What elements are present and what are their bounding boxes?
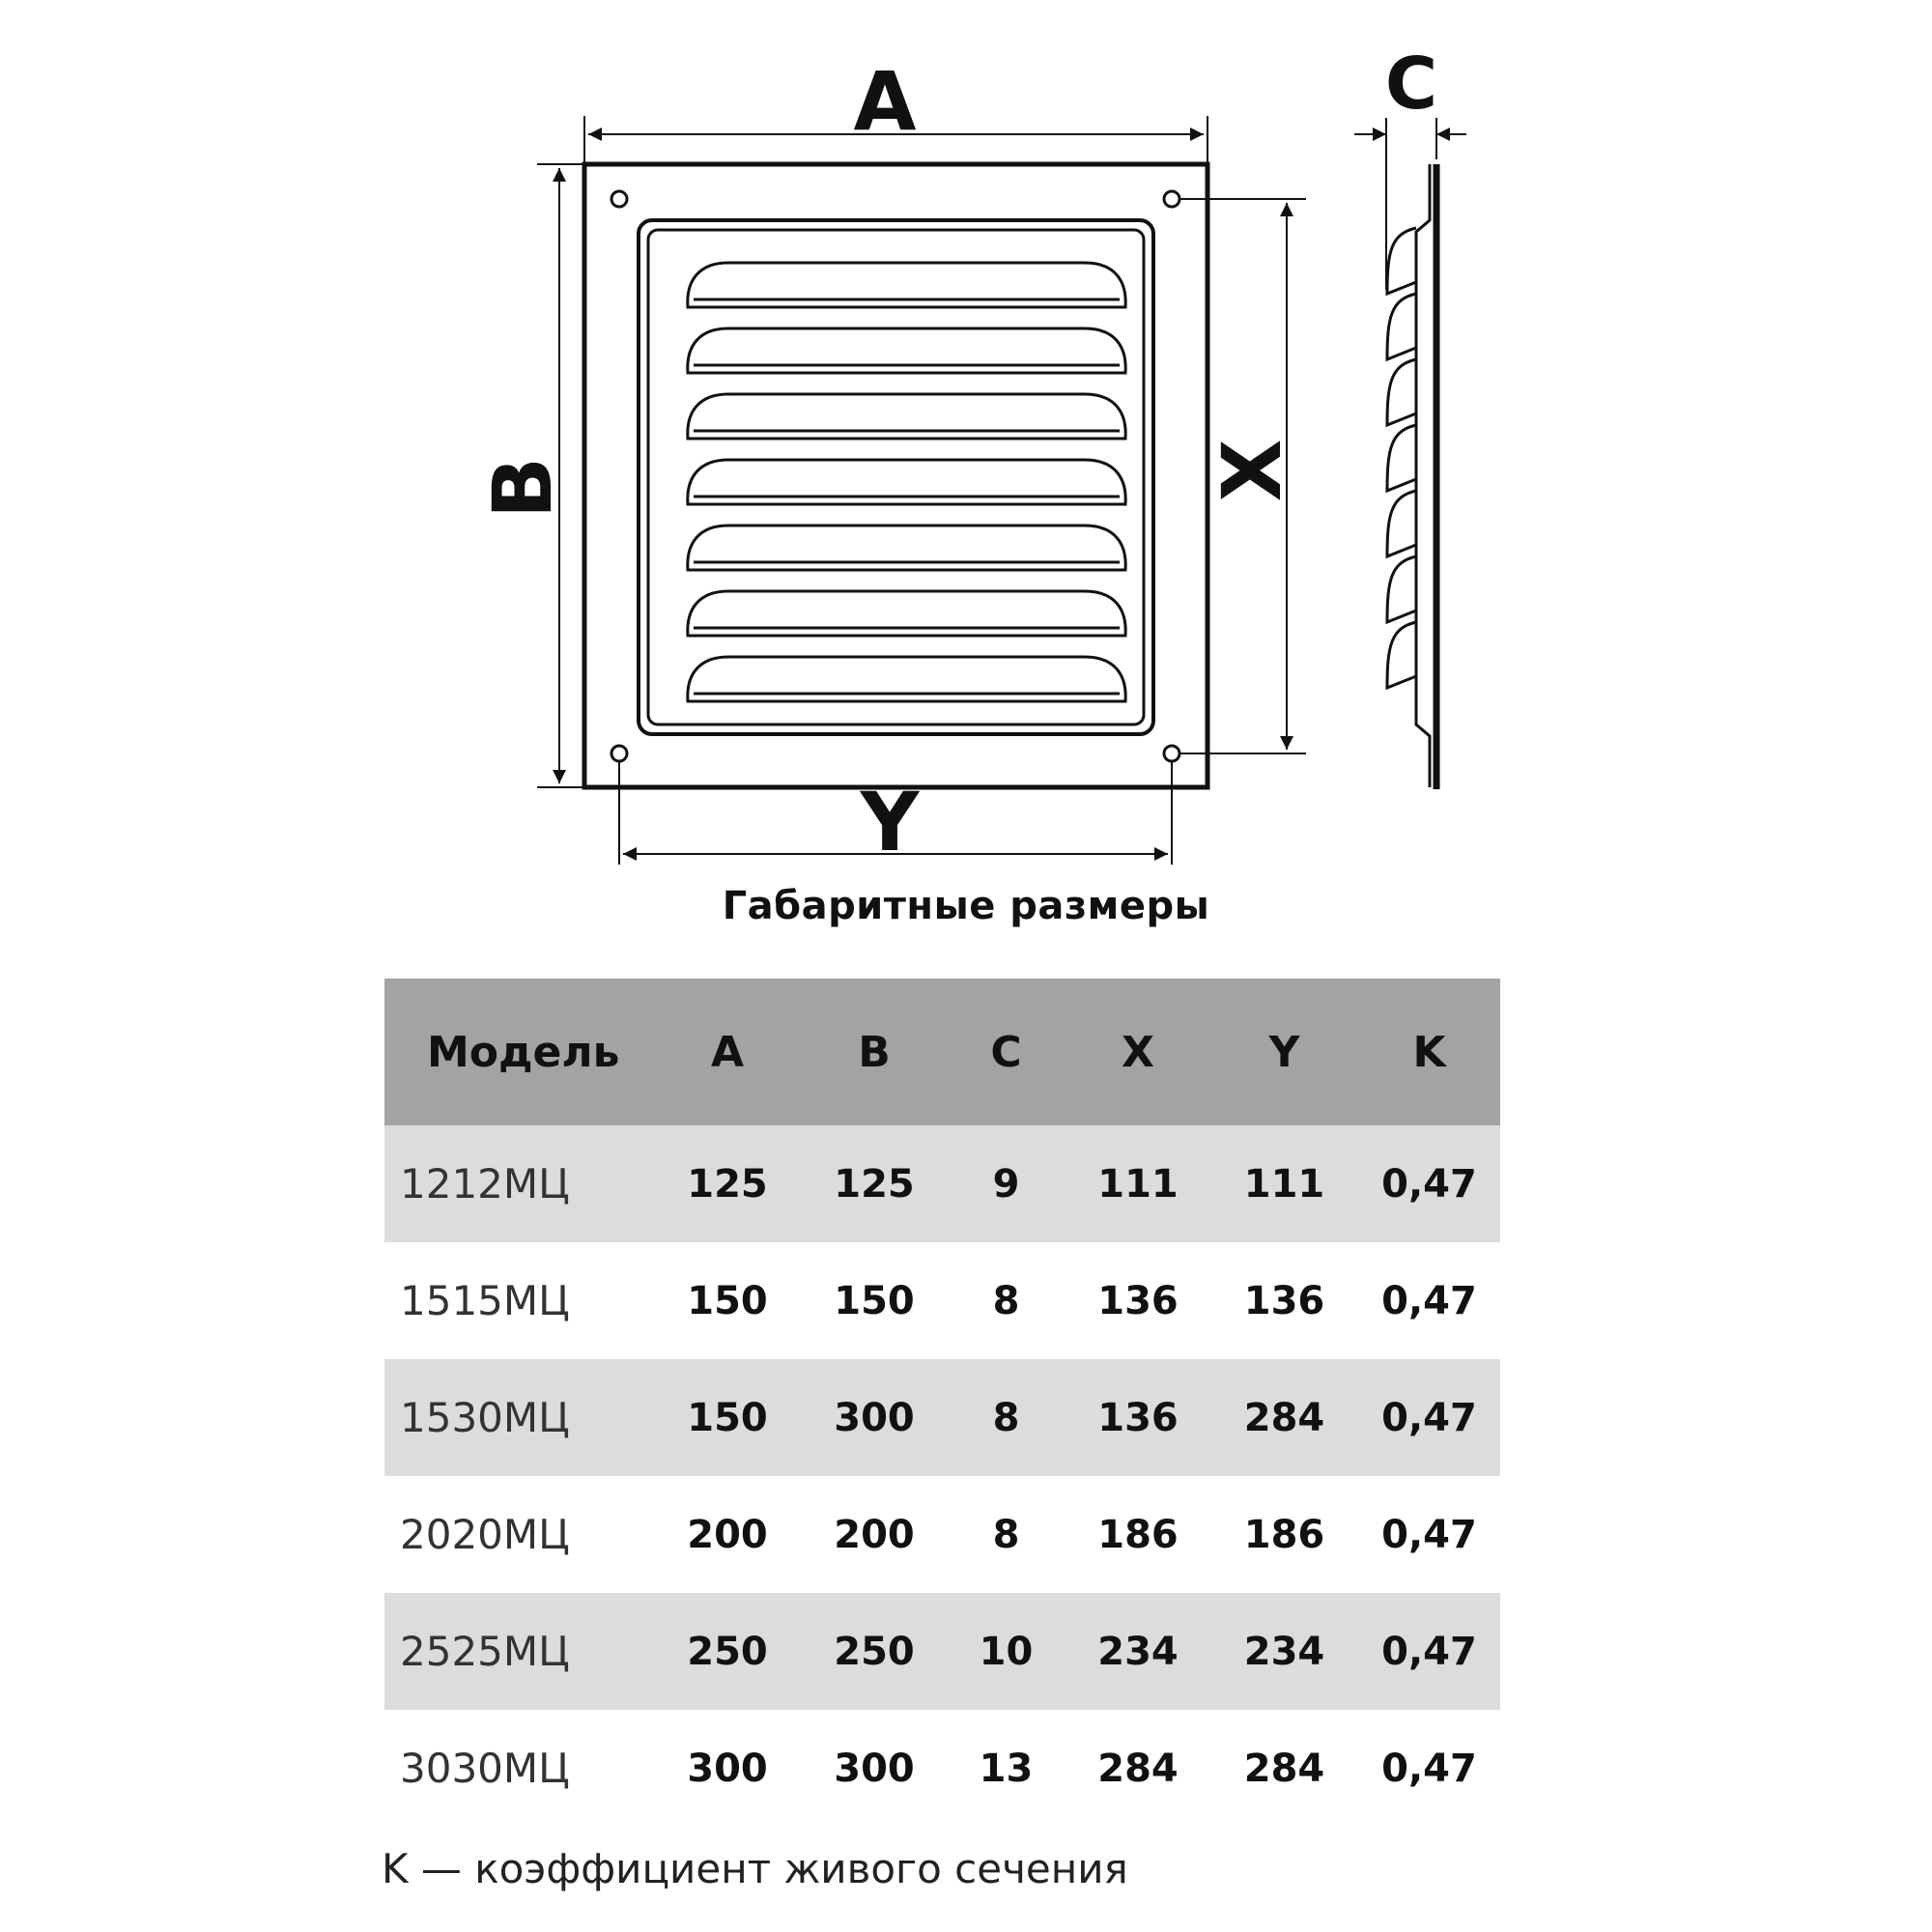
footnote: K — коэффициент живого сечения xyxy=(382,1845,1128,1892)
cell-x: 186 xyxy=(1097,1512,1179,1557)
cell-b: 250 xyxy=(802,1593,947,1710)
table-row xyxy=(384,1242,1500,1359)
cell-a: 250 xyxy=(653,1593,802,1710)
cell-x: 284 xyxy=(1097,1746,1179,1791)
side-louvre-profile xyxy=(1387,228,1416,294)
cell-a: 150 xyxy=(653,1359,802,1476)
louvre-slats xyxy=(688,263,1125,701)
side-louvre-profile xyxy=(1387,294,1416,359)
dimension-a xyxy=(584,54,1208,162)
cell-x: 136 xyxy=(1097,1278,1179,1323)
cell-a: 125 xyxy=(653,1125,802,1242)
column-header-c: C xyxy=(947,979,1065,1125)
cell-b: 300 xyxy=(802,1359,947,1476)
cell-a: 150 xyxy=(687,1278,768,1323)
side-louvre-profile xyxy=(1387,556,1416,622)
column-header-k: K xyxy=(1358,979,1500,1125)
cell-model: 1530МЦ xyxy=(384,1359,653,1476)
column-header-a: A xyxy=(653,979,802,1125)
dimension-b xyxy=(475,164,582,787)
table-row xyxy=(384,1359,1500,1476)
table-row xyxy=(384,1476,1500,1593)
column-header-y: Y xyxy=(1210,979,1358,1125)
dimension-x xyxy=(1179,199,1306,753)
cell-x: 111 xyxy=(1065,1125,1210,1242)
cell-model: 3030МЦ xyxy=(400,1745,570,1792)
cell-k: 0,47 xyxy=(1381,1278,1477,1323)
cell-c: 13 xyxy=(979,1746,1034,1791)
dimension-y-label: Y xyxy=(860,775,920,869)
cell-c: 8 xyxy=(992,1278,1020,1323)
grille-side-view xyxy=(1387,164,1436,789)
cell-b: 200 xyxy=(834,1512,915,1557)
table-row xyxy=(384,1593,1500,1710)
cell-c: 8 xyxy=(992,1512,1020,1557)
cell-k: 0,47 xyxy=(1381,1512,1477,1557)
grille-drawing xyxy=(0,0,1932,869)
side-louvre-profile xyxy=(1387,425,1416,491)
cell-k: 0,47 xyxy=(1358,1125,1500,1242)
column-header-model: Модель xyxy=(384,979,653,1125)
cell-a: 200 xyxy=(687,1512,768,1557)
dimension-c-label: C xyxy=(1384,43,1438,126)
side-louvre-profile xyxy=(1387,622,1416,688)
dimensions-caption: Габаритные размеры xyxy=(722,884,1210,928)
table-row xyxy=(384,1125,1500,1242)
cell-model: 1515МЦ xyxy=(400,1277,570,1324)
dimension-x-label: X xyxy=(1205,439,1299,502)
cell-b: 150 xyxy=(834,1278,915,1323)
cell-y: 234 xyxy=(1210,1593,1358,1710)
dimension-c xyxy=(1354,43,1466,290)
cell-model: 1212МЦ xyxy=(384,1125,653,1242)
cell-b: 125 xyxy=(802,1125,947,1242)
side-louvre-profile xyxy=(1387,491,1416,556)
table-row xyxy=(384,1710,1500,1827)
dimension-a-label: A xyxy=(853,54,917,149)
cell-c: 8 xyxy=(947,1359,1065,1476)
cell-y: 284 xyxy=(1210,1359,1358,1476)
cell-y: 111 xyxy=(1210,1125,1358,1242)
cell-k: 0,47 xyxy=(1381,1746,1477,1791)
cell-k: 0,47 xyxy=(1358,1593,1500,1710)
cell-y: 136 xyxy=(1243,1278,1325,1323)
table-header-row xyxy=(384,979,1500,1125)
column-header-b: B xyxy=(802,979,947,1125)
grille-inner-frame-line xyxy=(648,230,1144,724)
cell-x: 136 xyxy=(1065,1359,1210,1476)
dimension-b-label: B xyxy=(475,456,570,520)
cell-x: 234 xyxy=(1065,1593,1210,1710)
cell-y: 284 xyxy=(1243,1746,1325,1791)
cell-c: 10 xyxy=(947,1593,1065,1710)
column-header-x: X xyxy=(1065,979,1210,1125)
dimension-y xyxy=(619,761,1172,869)
cell-model: 2525МЦ xyxy=(384,1593,653,1710)
cell-c: 9 xyxy=(947,1125,1065,1242)
cell-k: 0,47 xyxy=(1358,1359,1500,1476)
cell-model: 2020МЦ xyxy=(400,1511,570,1558)
side-louvre-profile xyxy=(1387,359,1416,425)
cell-a: 300 xyxy=(687,1746,768,1791)
cell-y: 186 xyxy=(1243,1512,1325,1557)
dimensions-table xyxy=(384,979,1500,1827)
cell-b: 300 xyxy=(834,1746,915,1791)
